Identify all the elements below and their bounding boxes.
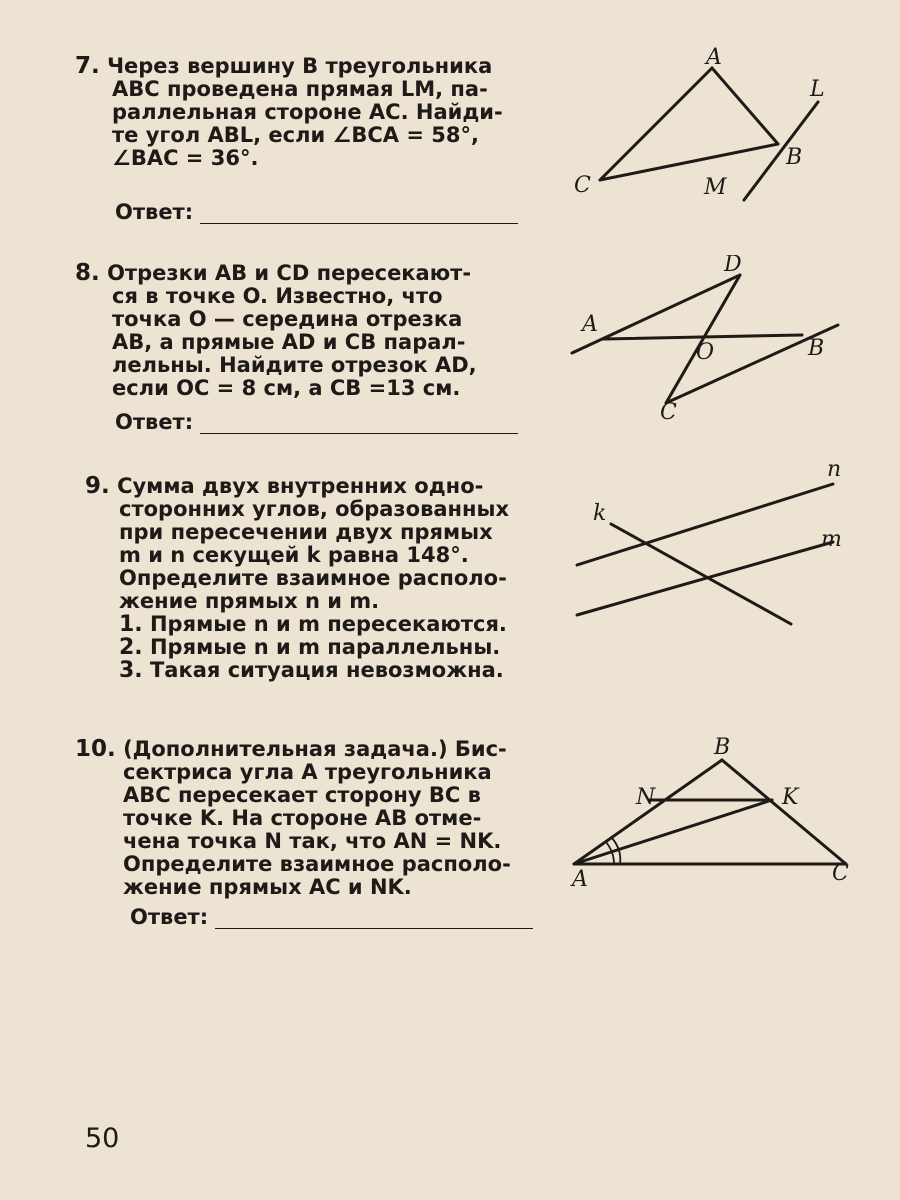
- figure-triangle-abc-line-lm: [560, 40, 850, 220]
- problem-number: 8.: [75, 260, 100, 286]
- problem-line: m и n секущей k равна 148°.: [119, 543, 469, 567]
- label-c: C: [660, 400, 677, 425]
- problem-10: [75, 738, 511, 899]
- problem-line: раллельная стороне AC. Найди-: [112, 100, 503, 124]
- label-c: C: [832, 861, 849, 886]
- option-text: Такая ситуация невозможна.: [149, 658, 504, 682]
- label-m: m: [821, 527, 842, 552]
- problem-line: Сумма двух внутренних одно-: [117, 474, 484, 498]
- option-number: 1.: [119, 612, 143, 637]
- problem-line: ABC пересекает сторону BC в: [123, 783, 481, 807]
- answer-line[interactable]: [200, 417, 518, 434]
- segment-cb: [600, 144, 778, 180]
- problem-line: Определите взаимное располо-: [119, 566, 507, 590]
- answer-label: Ответ:: [130, 905, 209, 929]
- problem-line: при пересечении двух прямых: [119, 520, 493, 544]
- problem-line: точке K. На стороне AB отме-: [123, 806, 482, 830]
- label-b: B: [714, 735, 731, 760]
- problem-line: (Дополнительная задача.) Бис-: [123, 737, 507, 761]
- problem-number: 9.: [85, 473, 110, 499]
- label-c: C: [574, 173, 591, 198]
- label-a: A: [706, 45, 722, 70]
- answer-line[interactable]: [200, 207, 518, 224]
- answer-row: [115, 410, 518, 434]
- problem-line: Отрезки AB и CD пересекают-: [107, 261, 472, 285]
- label-a: A: [582, 312, 598, 337]
- segment-ab: [712, 68, 778, 144]
- bisector-ak: [574, 800, 772, 864]
- problem-number: 7.: [75, 53, 100, 79]
- segment-ab: [574, 760, 722, 864]
- label-d: D: [724, 255, 742, 277]
- figure-lines-n-m-k: [565, 460, 865, 635]
- problem-9: [85, 475, 509, 682]
- label-b: B: [808, 336, 825, 361]
- segment-bc: [722, 760, 846, 864]
- problem-line: Определите взаимное располо-: [123, 852, 511, 876]
- page-number: 50: [85, 1123, 120, 1154]
- problem-line: если OC = 8 см, а CB =13 см.: [112, 376, 461, 400]
- option-number: 3.: [119, 658, 143, 683]
- problem-line: сторонних углов, образованных: [119, 497, 510, 521]
- problem-7: [75, 55, 503, 170]
- option-text: Прямые n и m параллельны.: [149, 635, 501, 659]
- problem-line: ABC проведена прямая LM, па-: [112, 77, 488, 101]
- problem-line: жение прямых n и m.: [119, 589, 380, 613]
- option-1[interactable]: [85, 613, 509, 636]
- answer-label: Ответ:: [115, 410, 194, 434]
- answer-line[interactable]: [215, 912, 533, 929]
- problem-line: ∠BAC = 36°.: [112, 146, 259, 170]
- problem-line: точка O — середина отрезка: [112, 307, 463, 331]
- label-k: K: [782, 785, 799, 810]
- option-3[interactable]: [85, 659, 509, 682]
- label-a: A: [572, 867, 588, 890]
- problem-line: AB, а прямые AD и CB парал-: [112, 330, 466, 354]
- label-k: k: [593, 501, 607, 526]
- label-l: L: [810, 77, 825, 102]
- figure-triangle-bisector: [560, 730, 860, 890]
- problem-line: те угол ABL, если ∠BCA = 58°,: [112, 123, 479, 147]
- option-number: 2.: [119, 635, 143, 660]
- option-2[interactable]: [85, 636, 509, 659]
- problem-line: лельны. Найдите отрезок AD,: [112, 353, 477, 377]
- answer-row: [130, 905, 533, 929]
- label-n: N: [636, 785, 656, 810]
- problem-line: чена точка N так, что AN = NK.: [123, 829, 502, 853]
- problem-number: 10.: [75, 736, 116, 762]
- label-m: M: [704, 175, 727, 200]
- answer-label: Ответ:: [115, 200, 194, 224]
- problem-line: Через вершину B треугольника: [107, 54, 493, 78]
- problem-line: сектриса угла A треугольника: [123, 760, 492, 784]
- option-text: Прямые n и m пересекаются.: [149, 612, 507, 636]
- label-o: O: [696, 340, 715, 365]
- problem-line: жение прямых AC и NK.: [123, 875, 412, 899]
- problem-line: ся в точке O. Известно, что: [112, 284, 443, 308]
- segment-ab: [604, 335, 802, 339]
- label-b: B: [786, 145, 803, 170]
- problem-8: [75, 262, 477, 400]
- figure-segments-ab-cd: [560, 255, 850, 425]
- line-k: [611, 524, 791, 624]
- label-n: n: [827, 460, 842, 482]
- answer-row: [115, 200, 518, 224]
- segment-ac: [600, 68, 712, 180]
